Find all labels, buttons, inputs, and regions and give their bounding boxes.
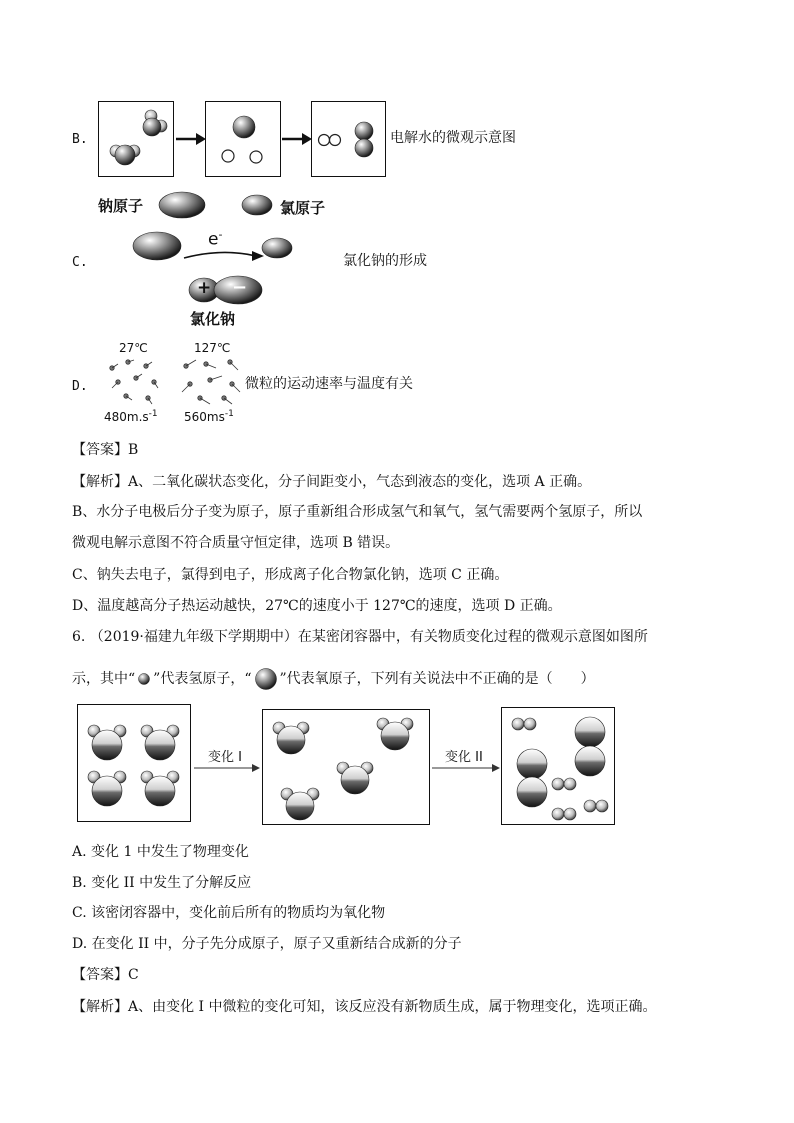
electron-charge: - <box>218 228 223 241</box>
electron-label <box>208 228 222 250</box>
plus-sign: + <box>197 278 212 298</box>
after-change-1-box <box>262 709 430 825</box>
q6-option-a: A. 变化 1 中发生了物理变化 <box>72 844 249 860</box>
water-molecules-spread <box>263 710 431 826</box>
arrow-icon <box>176 132 206 146</box>
analysis-1-line-1: 【解析】A、二氧化碳状态变化，分子间距变小，气态到液态的变化，选项 A 正确。 <box>72 474 592 490</box>
water-molecules-initial <box>78 705 192 823</box>
option-b-letter: B. <box>72 132 88 147</box>
sodium-atom-icon <box>158 190 206 220</box>
separated-atoms-figure <box>206 102 282 178</box>
change-1-label: 变化 I <box>208 750 242 765</box>
sodium-atom-icon <box>132 230 182 262</box>
q6-option-b: B. 变化 II 中发生了分解反应 <box>72 875 252 891</box>
temperature-high: 127℃ <box>194 341 231 355</box>
hydrogen-atom-icon <box>137 672 151 686</box>
speed-low-value: 480m.s <box>104 410 149 424</box>
speed-high-unit-exp: -1 <box>224 409 234 419</box>
option-c-letter: C. <box>72 255 88 270</box>
initial-state-box <box>77 704 191 822</box>
stem-text-c: ”代表氧原子，下列有关说法中不正确的是（ ） <box>279 671 595 687</box>
stem-text-a: 示，其中“ <box>72 671 136 687</box>
gas-molecules-box <box>311 101 386 177</box>
speed-low-unit-exp: -1 <box>148 409 158 419</box>
change-2-label: 变化 II <box>445 750 483 765</box>
answer-1: 【答案】B <box>72 442 139 458</box>
option-d-letter: D. <box>72 379 88 394</box>
option-d-caption: 微粒的运动速率与温度有关 <box>245 376 413 392</box>
stem-text-b: ”代表氢原子，“ <box>153 671 252 687</box>
q6-option-c: C. 该密闭容器中，变化前后所有的物质均为氧化物 <box>72 905 386 921</box>
chlorine-atom-label: 氯原子 <box>280 199 326 217</box>
chlorine-atom-icon <box>240 193 274 217</box>
speed-high <box>184 409 234 424</box>
question-6-stem-line-1: 6. （2019·福建九年级下学期期中）在某密闭容器中，有关物质变化过程的微观示意图如图所 <box>72 629 648 645</box>
molecule-motion-high-icon <box>180 356 242 406</box>
water-molecules-figure <box>99 102 175 178</box>
option-b-caption: 电解水的微观示意图 <box>390 130 516 146</box>
minus-sign: − <box>232 277 248 298</box>
question-6-stem-line-2 <box>72 667 595 691</box>
sodium-atom-label: 钠原子 <box>98 197 144 215</box>
q6-answer: 【答案】C <box>72 967 139 983</box>
analysis-1-line-4: C、钠失去电子，氯得到电子，形成离子化合物氯化钠，选项 C 正确。 <box>72 567 509 583</box>
hydrogen-oxygen-molecules <box>502 708 616 826</box>
atoms-box <box>205 101 281 177</box>
sodium-chloride-ions <box>188 275 264 305</box>
q6-option-d: D. 在变化 II 中，分子先分成原子，原子又重新结合成新的分子 <box>72 936 462 952</box>
q6-analysis: 【解析】A、由变化 I 中微粒的变化可知，该反应没有新物质生成，属于物理变化，选项正确。 <box>72 999 657 1015</box>
change-2-arrow-icon <box>432 763 502 773</box>
molecule-motion-low-icon <box>104 356 162 406</box>
speed-low <box>104 409 158 424</box>
oxygen-atom-icon <box>254 667 278 691</box>
after-change-2-box <box>501 707 615 825</box>
gas-molecules-figure <box>312 102 387 178</box>
electron-symbol: e <box>208 229 219 250</box>
speed-high-value: 560ms <box>184 410 225 424</box>
analysis-1-line-3: 微观电解示意图不符合质量守恒定律，选项 B 错误。 <box>72 535 400 551</box>
water-molecules-box <box>98 101 174 177</box>
chlorine-atom-icon <box>260 236 294 260</box>
change-1-arrow-icon <box>194 763 262 773</box>
analysis-1-line-5: D、温度越高分子热运动越快，27℃的速度小于 127℃的速度，选项 D 正确。 <box>72 598 562 614</box>
temperature-low: 27℃ <box>119 341 148 355</box>
sodium-chloride-label: 氯化钠 <box>190 310 236 328</box>
analysis-1-line-2: B、水分子电极后分子变为原子，原子重新组合形成氢气和氧气，氢气需要两个氢原子，所以 <box>72 504 643 520</box>
arrow-icon <box>282 132 312 146</box>
electron-transfer-arrow-icon <box>182 248 264 262</box>
option-c-caption: 氯化钠的形成 <box>343 253 427 269</box>
